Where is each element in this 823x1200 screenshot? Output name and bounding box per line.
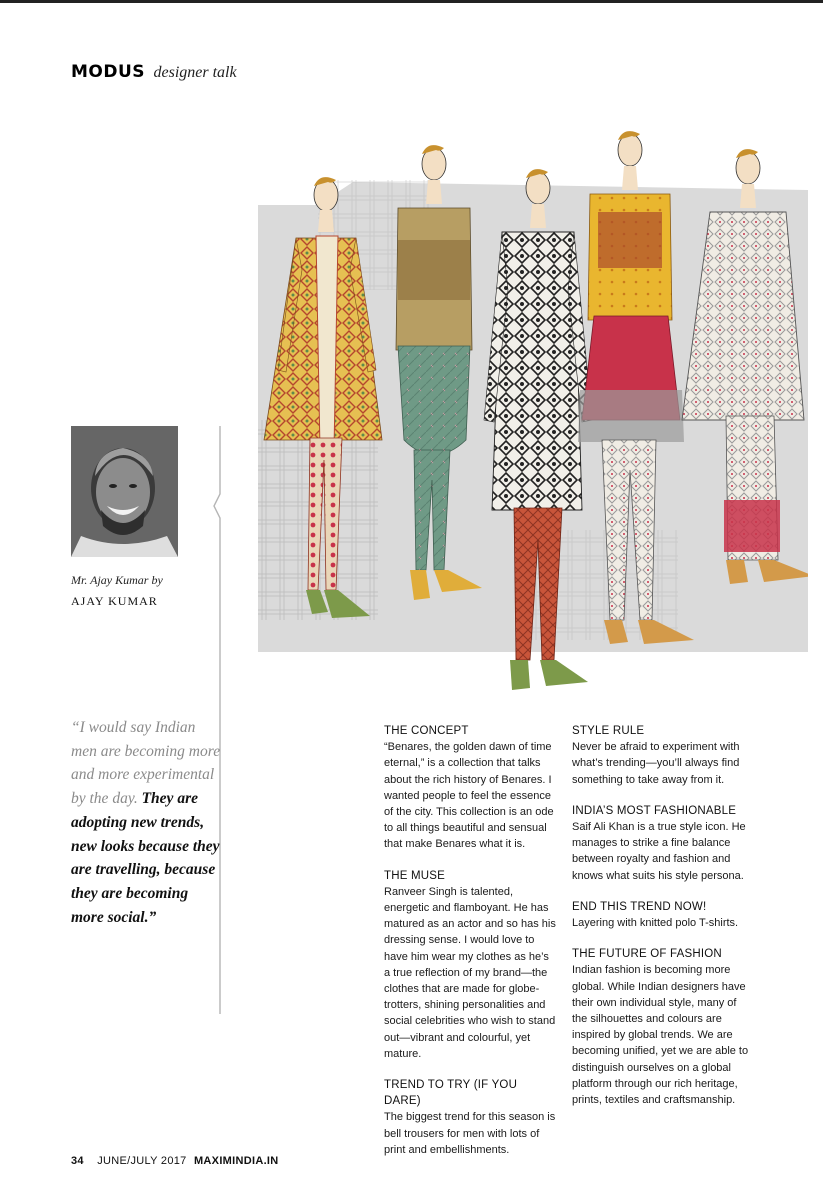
section-label: designer talk	[153, 64, 237, 81]
section-body: Never be afraid to experiment with what’s trending—you’ll always find something to take away from it.	[572, 741, 740, 786]
section-the-muse	[384, 868, 556, 1062]
section-title: STYLE RULE	[572, 725, 645, 737]
designer-portrait	[71, 426, 178, 557]
section-title: THE CONCEPT	[384, 725, 469, 737]
website: MAXIMINDIA.IN	[193, 1155, 279, 1167]
top-rule	[0, 0, 823, 3]
pull-quote-light: “I would say Indian men are becoming more and more experimental by the day.	[71, 719, 221, 808]
pull-quote-bold: They are adopting new trends, new looks because they are travelling, because they are becoming more social.”	[71, 790, 220, 926]
page-header	[71, 62, 237, 82]
section-body: Layering with knitted polo T-shirts.	[572, 917, 739, 930]
section-title: TREND TO TRY (IF YOU DARE)	[384, 1079, 518, 1108]
section-title: END THIS TREND NOW!	[572, 900, 707, 913]
section-the-concept	[384, 723, 556, 853]
section-future-of-fashion	[572, 946, 750, 1108]
section-body: Ranveer Singh is talented, energetic and flamboyant. He has matured as an actor and so has his dressing sense. I would love to have him wear my clothes as he’s a true reflection of my brand—the clothes that are made for globe-trotters, shining personalities and social celebrities who wish to stand out—vibrant and colourful, yet mature.	[384, 885, 556, 1060]
photo-caption-credit: Mr. Ajay Kumar by	[71, 573, 163, 587]
article-column-2	[572, 723, 750, 1123]
section-most-fashionable	[572, 803, 750, 884]
section-body: Saif Ali Khan is a true style icon. He manages to strike a fine balance between royalty and fashion and knows what suits his style persona.	[572, 821, 746, 882]
section-title: THE FUTURE OF FASHION	[572, 948, 722, 961]
section-title: THE MUSE	[384, 869, 446, 882]
issue-date: JUNE/JULY 2017	[97, 1155, 187, 1167]
article-column-1	[384, 723, 556, 1173]
page-footer	[71, 1155, 279, 1167]
page-number: 34	[71, 1155, 84, 1167]
section-body: The biggest trend for this season is bell trousers for men with lots of print and embellishments.	[384, 1111, 556, 1156]
magazine-section-brand: MODUS	[71, 62, 146, 82]
section-style-rule	[572, 723, 750, 788]
section-body: “Benares, the golden dawn of time eternal,” is a collection that talks about the rich history of Benares. I wanted people to feel the essence of the city. This collection is an ode to all things beautiful and sensual that make Benares what it is.	[384, 741, 554, 851]
fashion-illustration	[258, 120, 808, 700]
photo-caption-name: AJAY KUMAR	[71, 594, 158, 608]
pull-quote	[71, 716, 221, 929]
section-end-this-trend	[572, 899, 750, 931]
section-title: INDIA’S MOST FASHIONABLE	[572, 804, 737, 817]
section-trend-to-try	[384, 1077, 556, 1158]
section-body: Indian fashion is becoming more global. While Indian designers have their own individual style, many of the silhouettes and colours are inspired by global trends. We are becoming unified, yet we are able to distinguish ourselves on a global platform through our rich heritage, prints, textiles and craftsmanship.	[572, 964, 749, 1107]
